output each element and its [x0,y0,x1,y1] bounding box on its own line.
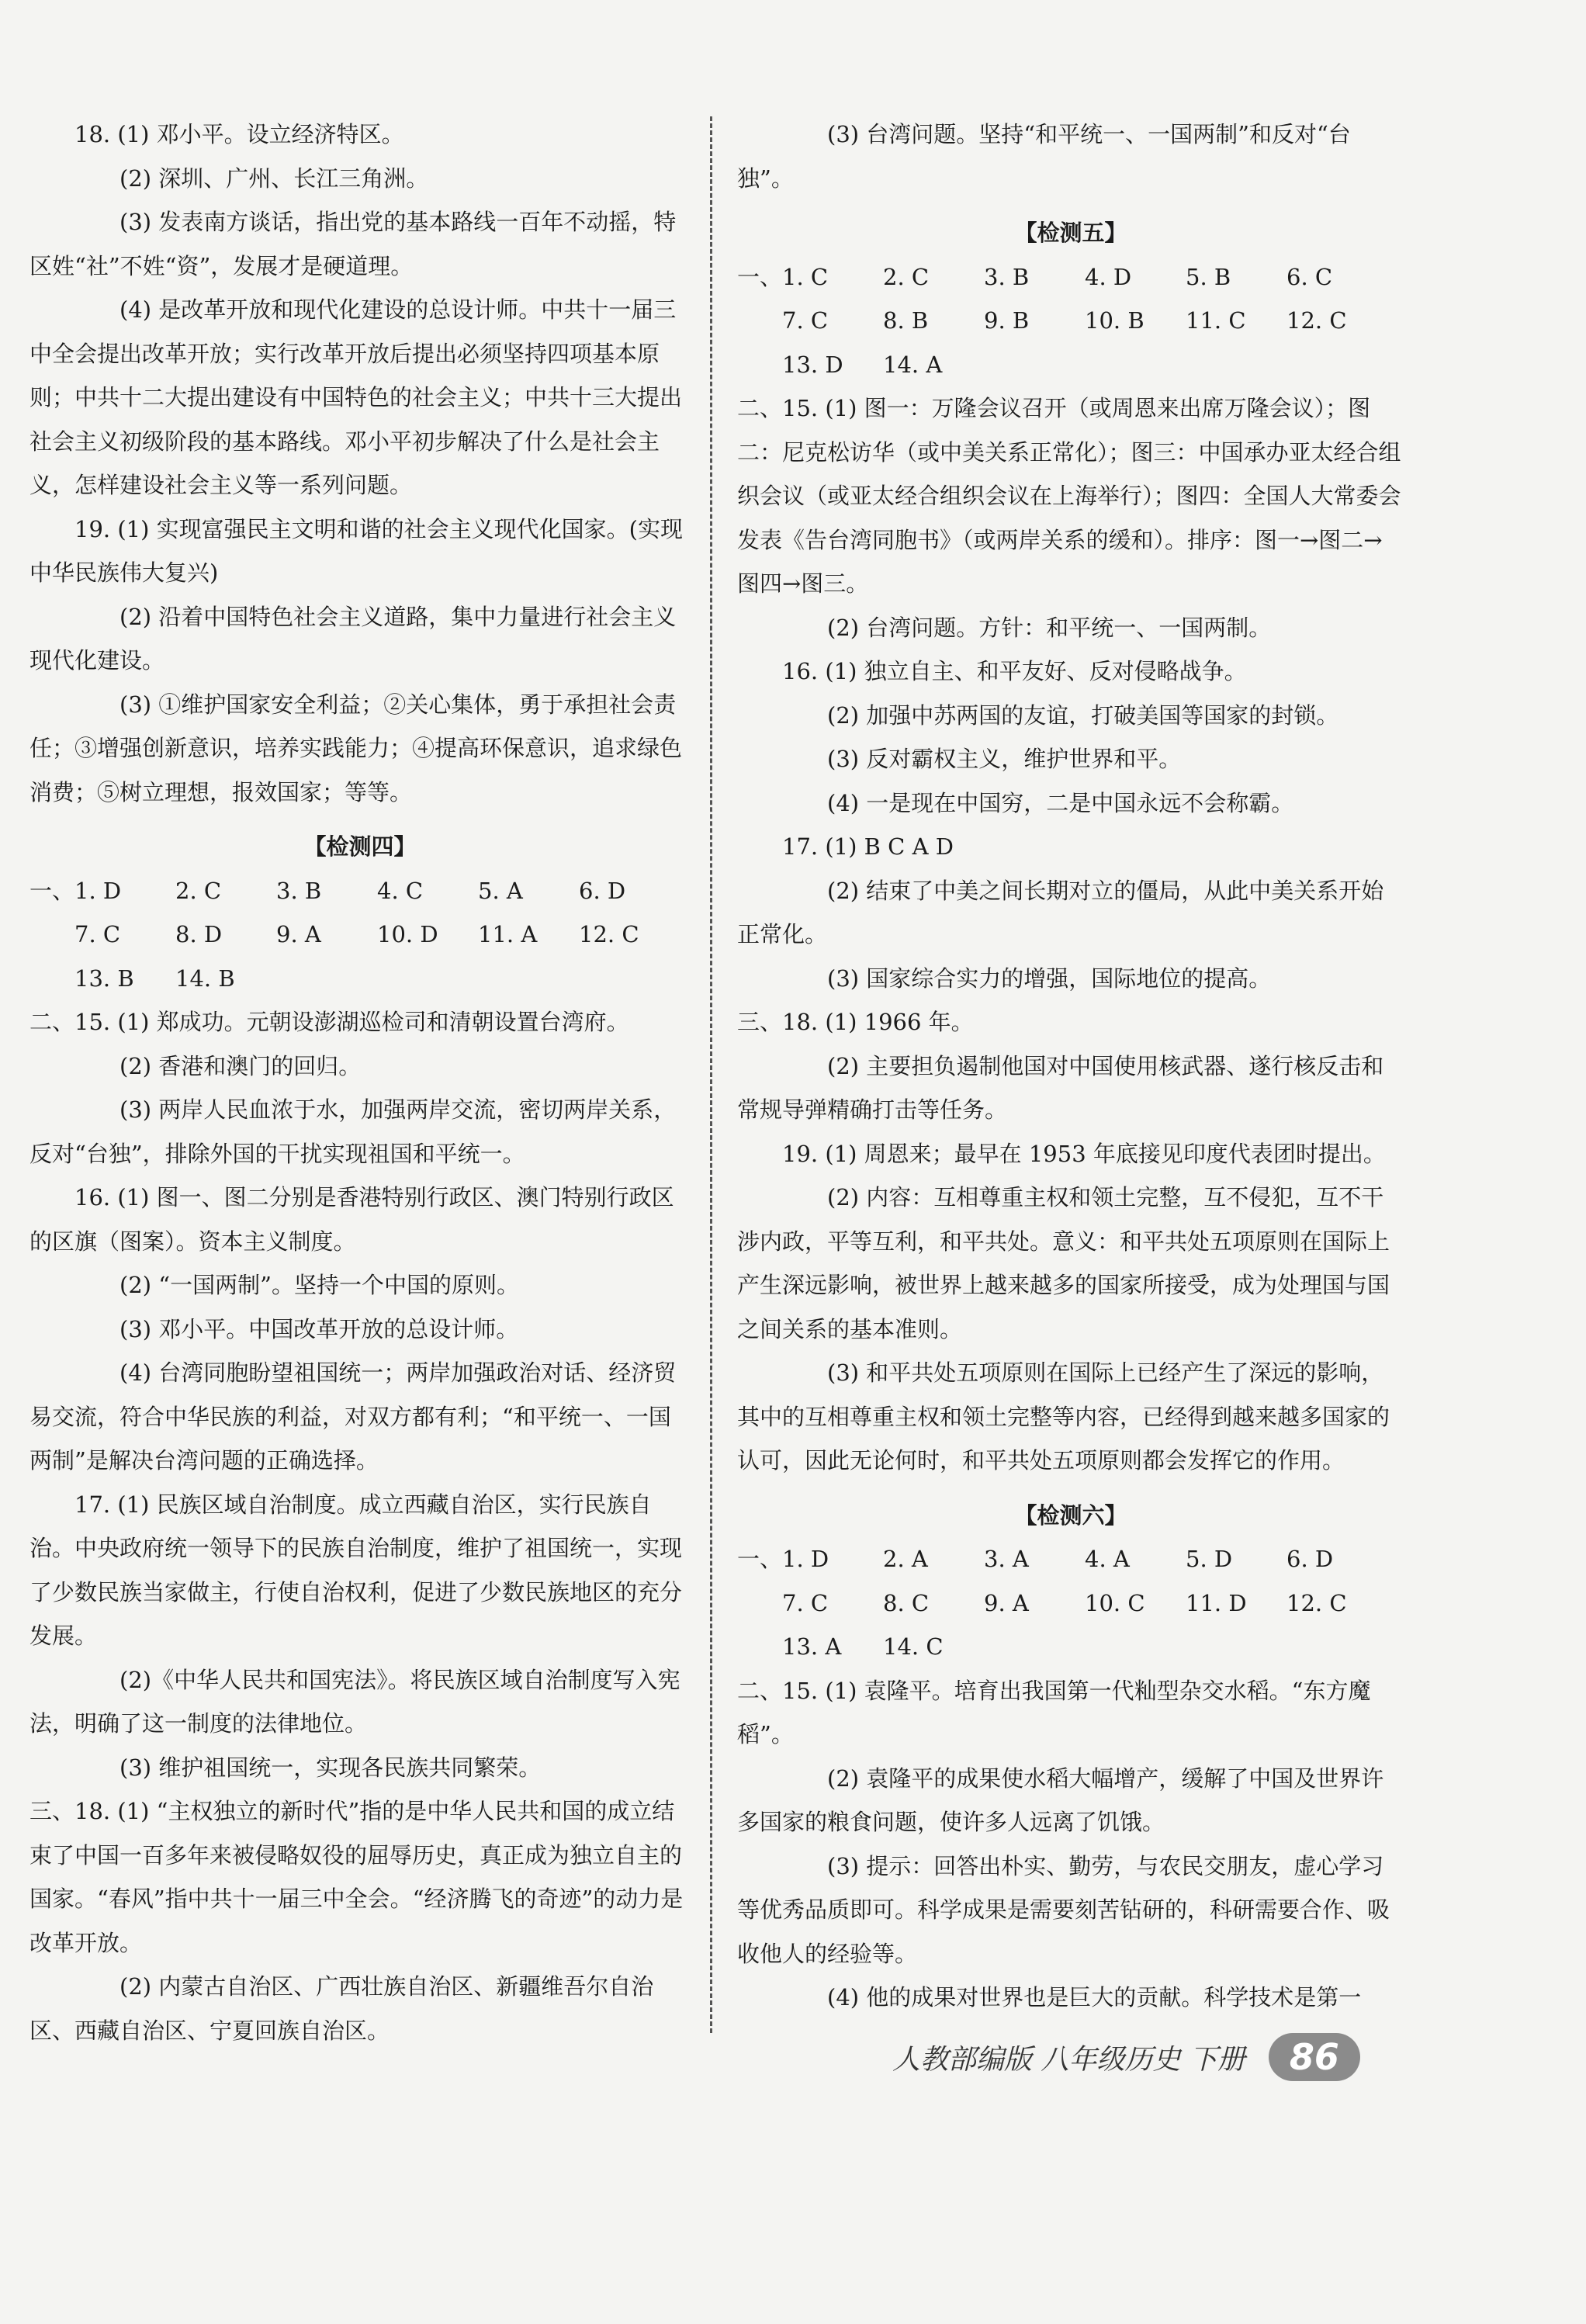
mc-answers-row: 7. C 8. D 9. A 10. D 11. A 12. C [74,921,639,947]
mc-answers-row: 一、 1. D 2. C 3. B 4. C 5. A 6. D [29,877,626,904]
answer-line: (4) 他的成果对世界也是巨大的贡献。科学技术是第一 [827,1984,1362,2011]
answer-line: 二、15. (1) 袁隆平。培育出我国第一代籼型杂交水稻。“东方魔稻”。 [737,1677,1371,1747]
answer-line: (2) 内蒙古自治区、广西壮族自治区、新疆维吾尔自治区、西藏自治区、宁夏回族自治区。 [29,1973,654,2044]
left-column [29,113,691,2052]
mc-answers-row: 7. C 8. B 9. B 10. B 11. C 12. C [782,307,1347,334]
answer-line: (2) 台湾问题。方针：和平统一、一国两制。 [827,614,1272,641]
answer-line: 二、15. (1) 图一：万隆会议召开（或周恩来出席万隆会议）；图二：尼克松访华（或中美关系正常化）；图三：中国承办亚太经合组织会议（或亚太经合组织会议在上海举行）；图四：全国人大常委会发表《告台湾同胞书》（或两岸关系的缓和）。排序：图一→图二→图四→图三。 [737,395,1401,597]
answer-line: (3) 提示：回答出朴实、勤劳，与农民交朋友，虚心学习等优秀品质即可。科学成果是需要刻苦钻研的，科研需要合作、吸收他人的经验等。 [737,1852,1390,1967]
mc-answers-row: 13. A 14. C [782,1633,944,1660]
book-title: 人教部编版 八年级历史 下册 [892,2043,1245,2076]
section-title-6: 【检测六】 [1014,1501,1127,1529]
answer-line: (2) 内容：互相尊重主权和领土完整，互不侵犯，互不干涉内政，平等互利，和平共处。意义：和平共处五项原则在国际上产生深远影响，被世界上越来越多的国家所接受，成为处理国与国之间关系的基本准则。 [737,1184,1390,1342]
answer-line: (3) 发表南方谈话，指出党的基本路线一百年不动摇，特区姓“社”不姓“资”，发展才是硬道理。 [29,209,677,279]
answer-line: (4) 一是现在中国穷，二是中国永远不会称霸。 [827,789,1294,816]
mc-answers-row: 7. C 8. C 9. A 10. C 11. D 12. C [782,1589,1347,1616]
answer-line: (2) 深圳、广州、长江三角洲。 [119,165,429,192]
answer-line: (3) 台湾问题。坚持“和平统一、一国两制”和反对“台独”。 [737,121,1351,192]
answer-line: (2) 香港和澳门的回归。 [119,1052,362,1079]
mc-answers-row: 一、 1. D 2. A 3. A 4. A 5. D 6. D [737,1546,1334,1572]
answer-line: (4) 台湾同胞盼望祖国统一；两岸加强政治对话、经济贸易交流，符合中华民族的利益，对双方都有利；“和平统一、一国两制”是解决台湾问题的正确选择。 [29,1359,677,1474]
answer-line: (3) 和平共处五项原则在国际上已经产生了深远的影响，其中的互相尊重主权和领土完整等内容，已经得到越来越多国家的认可，因此无论何时，和平共处五项原则都会发挥它的作用。 [737,1359,1390,1474]
section-title-4: 【检测四】 [303,833,417,860]
mc-answers-row: 一、 1. C 2. C 3. B 4. D 5. B 6. C [737,263,1333,290]
answer-line: (3) 国家综合实力的增强，国际地位的提高。 [827,965,1272,992]
answer-line: (2) 结束了中美之间长期对立的僵局，从此中美关系开始正常化。 [737,877,1384,947]
answer-line: (4) 是改革开放和现代化建设的总设计师。中共十一届三中全会提出改革开放；实行改革开放后提出必须坚持四项基本原则；中共十二大提出建设有中国特色的社会主义；中共十三大提出社会主义初级阶段的基本路线。邓小平初步解决了什么是社会主义，怎样建设社会主义等一系列问题。 [29,296,683,498]
answer-line: 19. (1) 周恩来；最早在 1953 年底接见印度代表团时提出。 [782,1140,1386,1167]
answer-line: (2) “一国两制”。坚持一个中国的原则。 [119,1272,519,1298]
answer-line: 17. (1) 民族区域自治制度。成立西藏自治区，实行民族自治。中央政府统一领导下的民族自治制度，维护了祖国统一，实现了少数民族当家做主，行使自治权利，促进了少数民族地区的充分发展。 [29,1491,683,1649]
answer-line: (2) 袁隆平的成果使水稻大幅增产，缓解了中国及世界许多国家的粮食问题，使许多人远离了饥饿。 [737,1765,1384,1835]
right-column [737,113,1404,2020]
answer-line: (3) ①维护国家安全利益；②关心集体，勇于承担社会责任；③增强创新意识，培养实践能力；④提高环保意识，追求绿色消费；⑤树立理想，报效国家；等等。 [29,691,683,805]
answer-line: (3) 反对霸权主义，维护世界和平。 [827,746,1182,772]
answer-line: (3) 邓小平。中国改革开放的总设计师。 [119,1315,519,1342]
mc-answers-row: 13. B 14. B [74,965,235,992]
answer-line: (2) 加强中苏两国的友谊，打破美国等国家的封锁。 [827,701,1339,729]
page-number: 86 [1269,2033,1360,2081]
answer-line: 三、18. (1) 1966 年。 [737,1009,974,1035]
answer-line: 二、15. (1) 郑成功。元朝设澎湖巡检司和清朝设置台湾府。 [29,1009,629,1035]
answer-line: 18. (1) 邓小平。设立经济特区。 [74,121,404,147]
mc-answers-row: 13. D 14. A [782,351,943,378]
answer-line: (3) 两岸人民血浓于水，加强两岸交流，密切两岸关系，反对“台独”，排除外国的干扰实现祖国和平统一。 [29,1096,677,1167]
answer-line: (2) 沿着中国特色社会主义道路，集中力量进行社会主义现代化建设。 [29,603,677,674]
answer-line: 三、18. (1) “主权独立的新时代”指的是中华人民共和国的成立结束了中国一百多年来被侵略奴役的屈辱历史，真正成为独立自主的国家。“春风”指中共十一届三中全会。“经济腾飞的奇迹”的动力是改革开放。 [29,1798,684,1956]
section-title-5: 【检测五】 [1014,220,1127,246]
answer-line: 17. (1) B C A D [782,833,954,860]
column-divider [710,116,712,2033]
page-footer [892,2033,1360,2081]
answer-line: 16. (1) 独立自主、和平友好、反对侵略战争。 [782,658,1247,684]
answer-line: 16. (1) 图一、图二分别是香港特别行政区、澳门特别行政区的区旗（图案）。资本主义制度。 [29,1184,674,1255]
answer-line: 19. (1) 实现富强民主文明和谐的社会主义现代化国家。(实现中华民族伟大复兴) [29,515,683,586]
answer-line: (2) 主要担负遏制他国对中国使用核武器、遂行核反击和常规导弹精确打击等任务。 [737,1052,1384,1123]
answer-line: (2)《中华人民共和国宪法》。将民族区域自治制度写入宪法，明确了这一制度的法律地位。 [29,1666,680,1737]
answer-line: (3) 维护祖国统一，实现各民族共同繁荣。 [119,1754,542,1781]
